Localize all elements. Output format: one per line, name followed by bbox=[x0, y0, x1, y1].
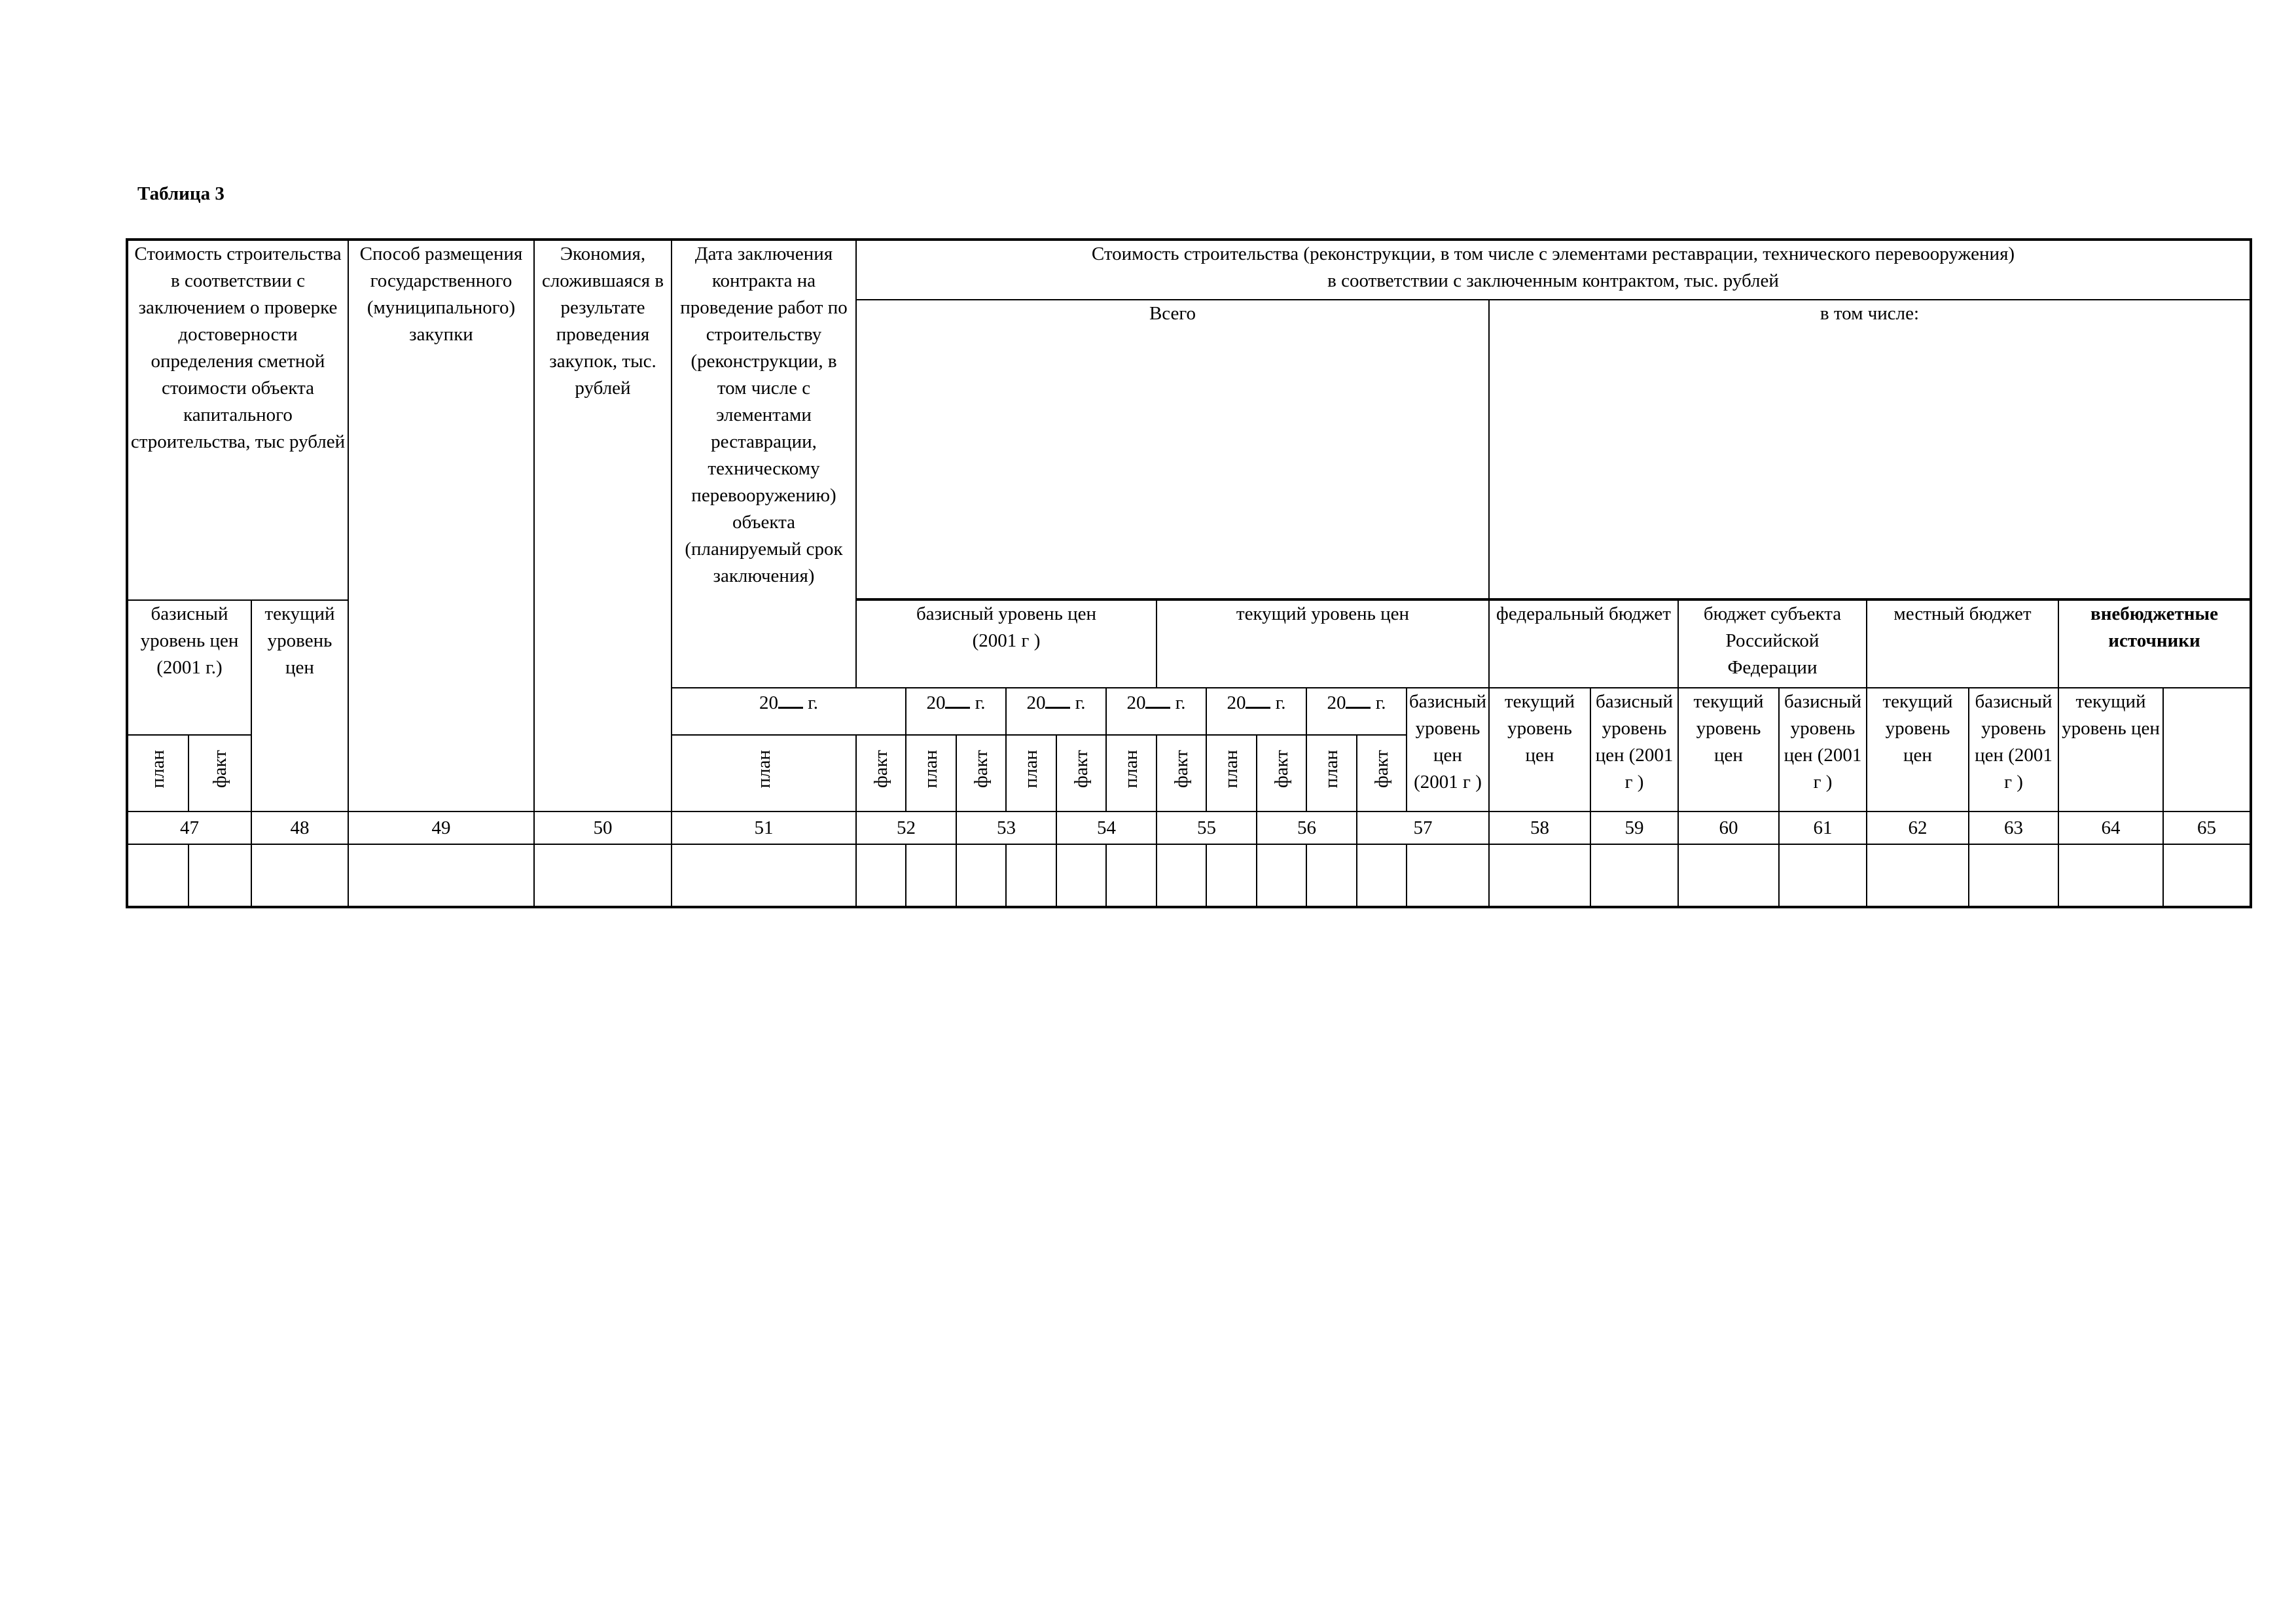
data-cell[interactable] bbox=[251, 844, 348, 907]
fact-label-54: факт bbox=[1056, 735, 1106, 812]
year-cell-54: 20 г. bbox=[1006, 688, 1106, 735]
data-cell[interactable] bbox=[2163, 844, 2251, 907]
header-economy: Экономия, сложившаяся в результате проведения закупок, тыс. рублей bbox=[534, 240, 672, 812]
column-number: 54 bbox=[1056, 812, 1157, 844]
header-extrabudget: внебюджетные источники bbox=[2058, 600, 2251, 688]
data-cell[interactable] bbox=[956, 844, 1006, 907]
header-procurement-method: Способ размещения государственного (муниципального) закупки bbox=[348, 240, 534, 812]
data-row bbox=[127, 844, 2251, 907]
sub-current-level-63: текущий уровень цен bbox=[1867, 688, 1969, 812]
header-total: Всего bbox=[856, 300, 1489, 599]
header-contract-cost: Стоимость строительства (реконструкции, в том числе с элементами реставрации, технического перевооружения) в соответствии с заключенным контрактом, тыс. рублей bbox=[856, 240, 2251, 300]
data-cell[interactable] bbox=[1206, 844, 1257, 907]
fact-label-47: факт bbox=[188, 735, 251, 812]
column-number: 55 bbox=[1157, 812, 1257, 844]
table-caption: Таблица 3 bbox=[137, 183, 224, 204]
data-cell[interactable] bbox=[1867, 844, 1969, 907]
year-cell-56: 20 г. bbox=[1206, 688, 1306, 735]
data-cell[interactable] bbox=[906, 844, 956, 907]
data-cell[interactable] bbox=[534, 844, 672, 907]
data-cell[interactable] bbox=[1257, 844, 1306, 907]
data-cell[interactable] bbox=[2058, 844, 2163, 907]
column-number: 60 bbox=[1678, 812, 1779, 844]
data-cell[interactable] bbox=[1590, 844, 1678, 907]
fact-label-53: факт bbox=[956, 735, 1006, 812]
header-base-level-short: базисный уровень цен (2001 г.) bbox=[127, 600, 251, 735]
report-table bbox=[126, 238, 2252, 908]
column-numbers-row bbox=[127, 812, 2251, 844]
data-cell[interactable] bbox=[188, 844, 251, 907]
column-number: 57 bbox=[1357, 812, 1489, 844]
data-cell[interactable] bbox=[1489, 844, 1590, 907]
column-number: 47 bbox=[127, 812, 251, 844]
year-cell-53: 20 г. bbox=[906, 688, 1006, 735]
plan-label-57: план bbox=[1306, 735, 1357, 812]
sub-base-level-58: базисный уровень цен (2001 г ) bbox=[1407, 688, 1489, 812]
data-cell[interactable] bbox=[1157, 844, 1206, 907]
plan-label-52: план bbox=[672, 735, 856, 812]
header-current-level-short: текущий уровень цен bbox=[251, 600, 348, 812]
data-cell[interactable] bbox=[1357, 844, 1407, 907]
header-contract-date: Дата заключения контракта на проведение работ по строительству (реконструкции, в том числе с элементами реставрации, техническому перевооружению) объекта (планируемый срок заключения) bbox=[672, 240, 856, 688]
plan-label-55: план bbox=[1106, 735, 1157, 812]
sub-base-level-62: базисный уровень цен (2001 г ) bbox=[1779, 688, 1867, 812]
plan-label-54: план bbox=[1006, 735, 1056, 812]
year-cell-57: 20 г. bbox=[1306, 688, 1407, 735]
plan-label-47: план bbox=[127, 735, 188, 812]
column-number: 64 bbox=[2058, 812, 2163, 844]
data-cell[interactable] bbox=[672, 844, 856, 907]
header-federal-budget: федеральный бюджет bbox=[1489, 600, 1678, 688]
column-number: 53 bbox=[956, 812, 1056, 844]
data-cell[interactable] bbox=[1056, 844, 1106, 907]
column-number: 49 bbox=[348, 812, 534, 844]
header-subject-budget: бюджет субъекта Российской Федерации bbox=[1678, 600, 1867, 688]
column-number: 62 bbox=[1867, 812, 1969, 844]
data-cell[interactable] bbox=[1678, 844, 1779, 907]
data-cell[interactable] bbox=[348, 844, 534, 907]
plan-label-56: план bbox=[1206, 735, 1257, 812]
data-cell[interactable] bbox=[1969, 844, 2058, 907]
data-cell[interactable] bbox=[1306, 844, 1357, 907]
header-including: в том числе: bbox=[1489, 300, 2251, 599]
fact-label-57: факт bbox=[1357, 735, 1407, 812]
column-number: 58 bbox=[1489, 812, 1590, 844]
header-cost-conclusion: Стоимость строительства в соответствии с заключением о проверке достоверности определения сметной стоимости объекта капитального строительства, тыс рублей bbox=[127, 240, 348, 600]
data-cell[interactable] bbox=[1106, 844, 1157, 907]
column-number: 50 bbox=[534, 812, 672, 844]
sub-current-level-61: текущий уровень цен bbox=[1678, 688, 1779, 812]
column-number: 65 bbox=[2163, 812, 2251, 844]
header-current-level-wide: текущий уровень цен bbox=[1157, 600, 1489, 688]
column-number: 61 bbox=[1779, 812, 1867, 844]
column-number: 51 bbox=[672, 812, 856, 844]
header-base-level-wide: базисный уровень цен (2001 г ) bbox=[856, 600, 1157, 688]
year-cell-55: 20 г. bbox=[1106, 688, 1206, 735]
sub-base-level-60: базисный уровень цен (2001 г ) bbox=[1590, 688, 1678, 812]
fact-label-55: факт bbox=[1157, 735, 1206, 812]
column-number: 59 bbox=[1590, 812, 1678, 844]
column-number: 48 bbox=[251, 812, 348, 844]
plan-label-53: план bbox=[906, 735, 956, 812]
fact-label-56: факт bbox=[1257, 735, 1306, 812]
data-cell[interactable] bbox=[127, 844, 188, 907]
data-cell[interactable] bbox=[1407, 844, 1489, 907]
sub-current-level-59: текущий уровень цен bbox=[1489, 688, 1590, 812]
year-cell-52: 20 г. bbox=[672, 688, 906, 735]
header-local-budget: местный бюджет bbox=[1867, 600, 2058, 688]
sub-current-level-65: текущий уровень цен bbox=[2058, 688, 2163, 812]
fact-label-52: факт bbox=[856, 735, 906, 812]
data-cell[interactable] bbox=[856, 844, 906, 907]
data-cell[interactable] bbox=[1006, 844, 1056, 907]
sub-base-level-64: базисный уровень цен (2001 г ) bbox=[1969, 688, 2058, 812]
column-number: 56 bbox=[1257, 812, 1357, 844]
data-cell[interactable] bbox=[1779, 844, 1867, 907]
column-number: 52 bbox=[856, 812, 956, 844]
column-number: 63 bbox=[1969, 812, 2058, 844]
